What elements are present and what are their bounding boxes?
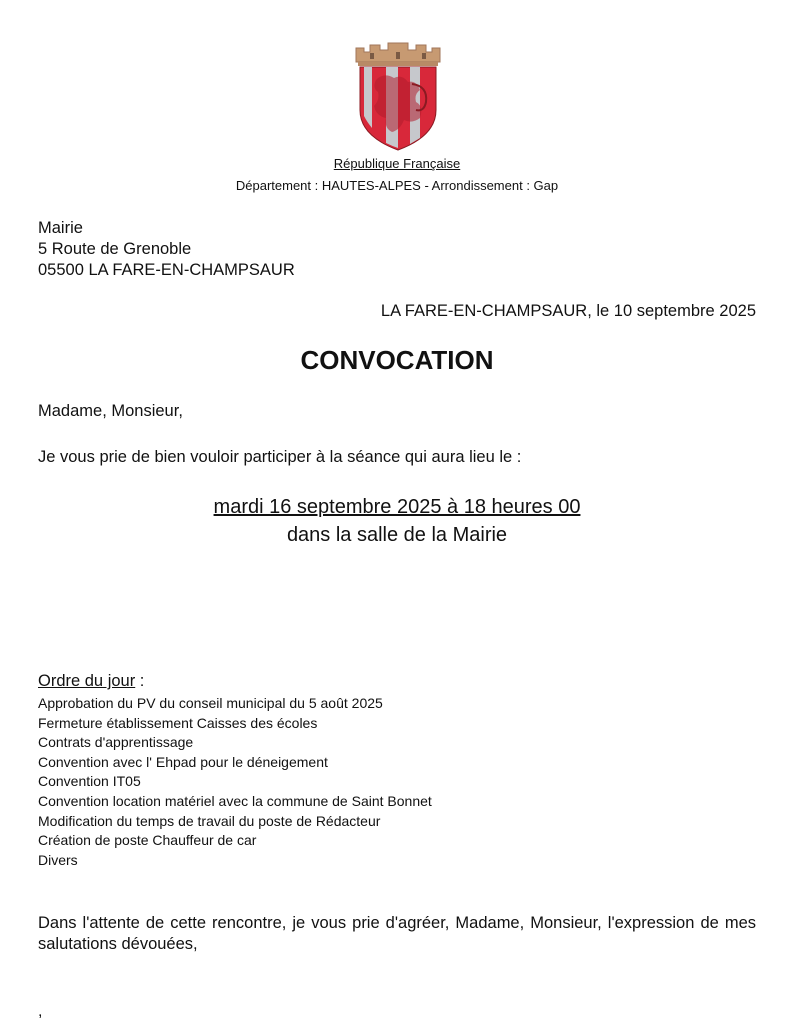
coat-of-arms-logo: [350, 40, 446, 152]
agenda-item: Convention IT05: [38, 773, 141, 790]
trailing-comma: ,: [38, 1003, 43, 1020]
agenda-item: Convention location matériel avec la commune de Saint Bonnet: [38, 792, 432, 809]
salutation: Madame, Monsieur,: [38, 402, 183, 420]
meeting-datetime-line: [0, 496, 794, 519]
sender-line-1: Mairie: [38, 219, 83, 237]
sender-address: [38, 218, 295, 281]
sender-line-2: 5 Route de Grenoble: [38, 240, 192, 258]
republic-heading: [0, 156, 794, 171]
republic-text: République Française: [333, 156, 461, 171]
agenda-item: Approbation du PV du conseil municipal du 5 août 2025: [38, 695, 383, 711]
agenda-item: Divers: [38, 851, 78, 868]
meeting-datetime: mardi 16 septembre 2025 à 18 heures 00: [213, 496, 581, 518]
document-title: CONVOCATION: [300, 345, 494, 375]
agenda-heading-text: Ordre du jour: [38, 672, 136, 690]
agenda-heading-colon: :: [135, 672, 145, 690]
agenda-item: Fermeture établissement Caisses des écoles: [38, 714, 318, 731]
agenda-item: Modification du temps de travail du poste de Rédacteur: [38, 812, 381, 829]
invitation-text: Je vous prie de bien vouloir participer à la séance qui aura lieu le :: [38, 448, 522, 466]
agenda-item: Convention avec l' Ehpad pour le déneigement: [38, 753, 328, 770]
agenda-heading: [38, 672, 144, 691]
agenda-item: Création de poste Chauffeur de car: [38, 832, 257, 849]
sender-line-3: 05500 LA FARE-EN-CHAMPSAUR: [38, 261, 295, 279]
meeting-location: dans la salle de la Mairie: [286, 524, 508, 546]
closing-paragraph: Dans l'attente de cette rencontre, je vous prie d'agréer, Madame, Monsieur, l'expression de mes salutations dévouées,: [38, 914, 756, 953]
place-and-date: LA FARE-EN-CHAMPSAUR, le 10 septembre 2025: [380, 302, 756, 320]
crest-icon: [350, 40, 446, 152]
agenda-item: Contrats d'apprentissage: [38, 734, 194, 751]
agenda-list: [38, 694, 432, 870]
department-line: Département : HAUTES-ALPES - Arrondissement : Gap: [235, 178, 559, 193]
